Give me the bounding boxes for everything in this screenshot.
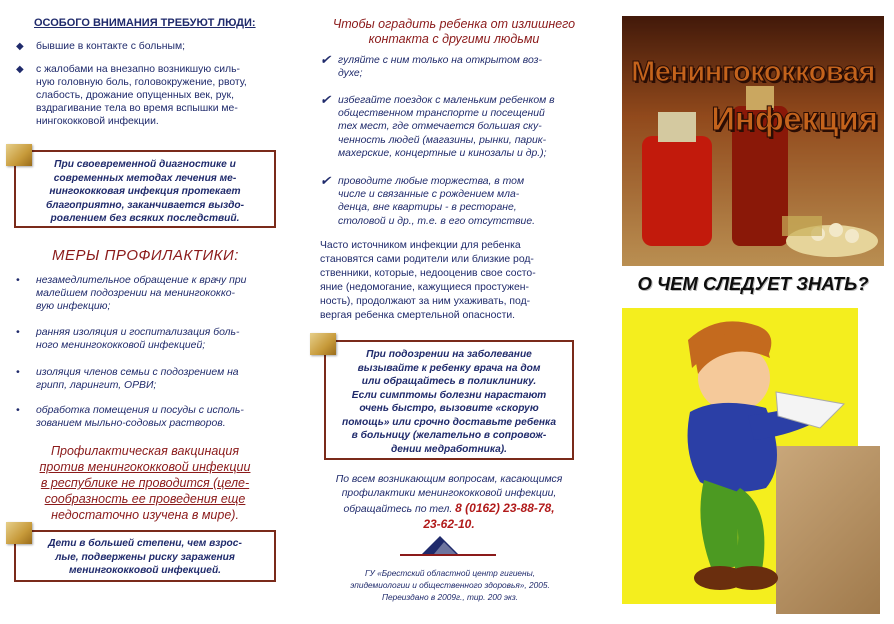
- attention-item-line: с жалобами на внезапно возникшую силь-: [36, 64, 240, 75]
- check-line: столовой и др., т.е. в его отсутствие.: [338, 215, 535, 227]
- cover-question: О ЧЕМ СЛЕДУЕТ ЗНАТЬ?: [637, 273, 869, 294]
- prevention-line: изоляция членов семьи с подозрением на: [36, 367, 239, 378]
- check-line: денца, вне квартиры - в ресторане,: [338, 202, 517, 214]
- prevention-line: обработка помещения и посуды с исполь-: [36, 405, 244, 416]
- check-line: избегайте поездок с маленьким ребенком в: [338, 95, 555, 106]
- note-line: вызывайте к ребенку врача на дом: [357, 362, 541, 374]
- note-line: или обращайтесь в поликлинику.: [361, 376, 537, 387]
- paragraph-line: вергая ребенка смертельной опасности.: [320, 310, 516, 321]
- contact-line: профилактики менингококковой инфекции,: [341, 488, 557, 499]
- vaccination-line: недостаточно изучена в мире).: [51, 508, 239, 522]
- panel-middle: [300, 0, 596, 624]
- credits-line: ГУ «Брестский областной центр гигиены,: [364, 568, 536, 578]
- contact-line: По всем возникающим вопросам, касающимся: [335, 474, 563, 485]
- paragraph-line: становятся сами родители или близкие род-: [320, 254, 534, 265]
- paragraph-line: ность), продолжают за ним ухаживать, под-: [320, 296, 531, 307]
- vaccination-line: в республике не проводится (целе-: [40, 476, 250, 490]
- note-line: Дети в большей степени, чем взрос-: [48, 538, 242, 549]
- round-bullet-icon: •: [16, 327, 20, 338]
- note-line: современных методах лечения ме-: [53, 172, 237, 184]
- contact-heading: [318, 17, 590, 47]
- note-line: ровлением без всяких последствий.: [50, 213, 240, 224]
- attention-item-line: слабость, дрожание опущенных век, рук,: [36, 90, 234, 101]
- vaccination-line: против менингококковой инфекции: [39, 460, 251, 474]
- checkmark-icon: ✔: [320, 173, 331, 188]
- panel-left: [0, 0, 296, 624]
- panel-cover: [600, 0, 894, 624]
- note-line: менингококковой инфекцией.: [69, 565, 221, 576]
- check-line: махерские, концертные и кинозалы и др.);: [338, 147, 547, 159]
- note-line: очень быстро, вызовите «скорую: [359, 403, 539, 414]
- prevention-heading: МЕРЫ ПРОФИЛАКТИКИ:: [52, 247, 239, 264]
- check-line: числе и связанные с рождением мла-: [338, 189, 520, 201]
- vaccination-line: сообразность ее проведения еще: [44, 492, 246, 506]
- check-line: тех мест, где отмечается большая ску-: [338, 121, 542, 133]
- note-line: благоприятно, заканчивается выздо-: [45, 199, 245, 211]
- attention-item-line: нингококковой инфекции.: [36, 116, 159, 127]
- phone-number: 8 (0162) 23-88-78,: [455, 501, 555, 515]
- cover-banner-image: [622, 16, 884, 266]
- heading-line: Чтобы оградить ребенка от излишнего: [332, 17, 576, 31]
- check-line: проводите любые торжества, в том: [338, 176, 525, 187]
- gold-square-icon: [6, 144, 32, 166]
- cover-title-line2: Инфекция: [711, 100, 878, 137]
- paragraph-line: Часто источником инфекции для ребенка: [320, 240, 521, 251]
- prevention-line: малейшем подозрении на менингококко-: [36, 288, 235, 299]
- attention-item-line: бывшие в контакте с больным;: [36, 41, 186, 52]
- note-line: нингококковая инфекция протекает: [49, 186, 241, 197]
- note-line: При своевременной диагностике и: [54, 159, 236, 170]
- checkmark-icon: ✔: [320, 92, 331, 107]
- phone-number: 23-62-10.: [423, 517, 475, 531]
- attention-item-line: ную головную боль, головокружение, рвоту,: [36, 77, 247, 88]
- prevention-line: незамедлительное обращение к врачу при: [36, 275, 247, 286]
- paragraph-line: яние (недомогание, кажущиеся простужен-: [320, 282, 529, 293]
- diamond-bullet-icon: ◆: [16, 64, 24, 75]
- checkmark-icon: ✔: [320, 52, 331, 67]
- medicine-bottles-icon: [622, 16, 884, 266]
- prevention-line: зованием мыльно-содовых растворов.: [36, 418, 226, 429]
- round-bullet-icon: •: [16, 275, 20, 286]
- prevention-line: ного менингококковой инфекцией;: [36, 340, 206, 351]
- doctor-call-note-box: [324, 340, 574, 460]
- check-line: духе;: [338, 68, 363, 80]
- note-line: дении медработника).: [390, 443, 508, 455]
- contact-info: [316, 473, 582, 533]
- round-bullet-icon: •: [16, 405, 20, 416]
- cover-title-line1: Менингококковая: [631, 56, 875, 88]
- children-risk-note-box: [14, 530, 276, 582]
- paragraph-line: ственники, которые, недооценив свое состо-: [320, 268, 536, 279]
- organization-logo-icon: [400, 534, 496, 558]
- diamond-bullet-icon: ◆: [16, 41, 24, 52]
- gold-square-icon: [6, 522, 32, 544]
- note-line: помощь» или срочно доставьте ребенка: [341, 416, 556, 428]
- note-line: Если симптомы болезни нарастают: [351, 389, 547, 401]
- check-line: общественном транспорте и посещений: [338, 108, 545, 120]
- vaccination-note: [14, 443, 276, 523]
- publisher-credits: [322, 567, 578, 603]
- prevention-line: грипп, ларингит, ОРВИ;: [36, 380, 157, 391]
- contact-line: обращайтесь по тел.: [343, 504, 453, 515]
- prevention-line: ранняя изоляция и госпитализация боль-: [36, 327, 240, 338]
- vaccination-line: Профилактическая вакцинация: [50, 444, 240, 458]
- heading-line: контакта с другими людьми: [368, 32, 540, 46]
- credits-line: эпидемиологии и общественного здоровья», 2005.: [350, 580, 550, 590]
- check-line: гуляйте с ним только на открытом воз-: [338, 55, 542, 66]
- attention-item-line: вздрагивание тела во время вспышки ме-: [36, 103, 238, 114]
- note-line: При подозрении на заболевание: [366, 349, 532, 360]
- prevention-line: вую инфекцию;: [36, 301, 111, 312]
- note-line: в больницу (желательно в сопровож-: [351, 430, 547, 441]
- source-paragraph: [320, 239, 574, 323]
- diagnosis-note-box: [14, 150, 276, 228]
- check-line: ченность людей (магазины, рынки, парик-: [338, 134, 547, 146]
- credits-line: Переиздано в 2009г., тир. 200 экз.: [381, 592, 519, 602]
- attention-heading: ОСОБОГО ВНИМАНИЯ ТРЕБУЮТ ЛЮДИ:: [34, 17, 256, 29]
- sick-boy-illustration-icon: [648, 312, 858, 596]
- gold-square-icon: [310, 333, 336, 355]
- note-line: лые, подвержены риску заражения: [55, 551, 235, 563]
- round-bullet-icon: •: [16, 367, 20, 378]
